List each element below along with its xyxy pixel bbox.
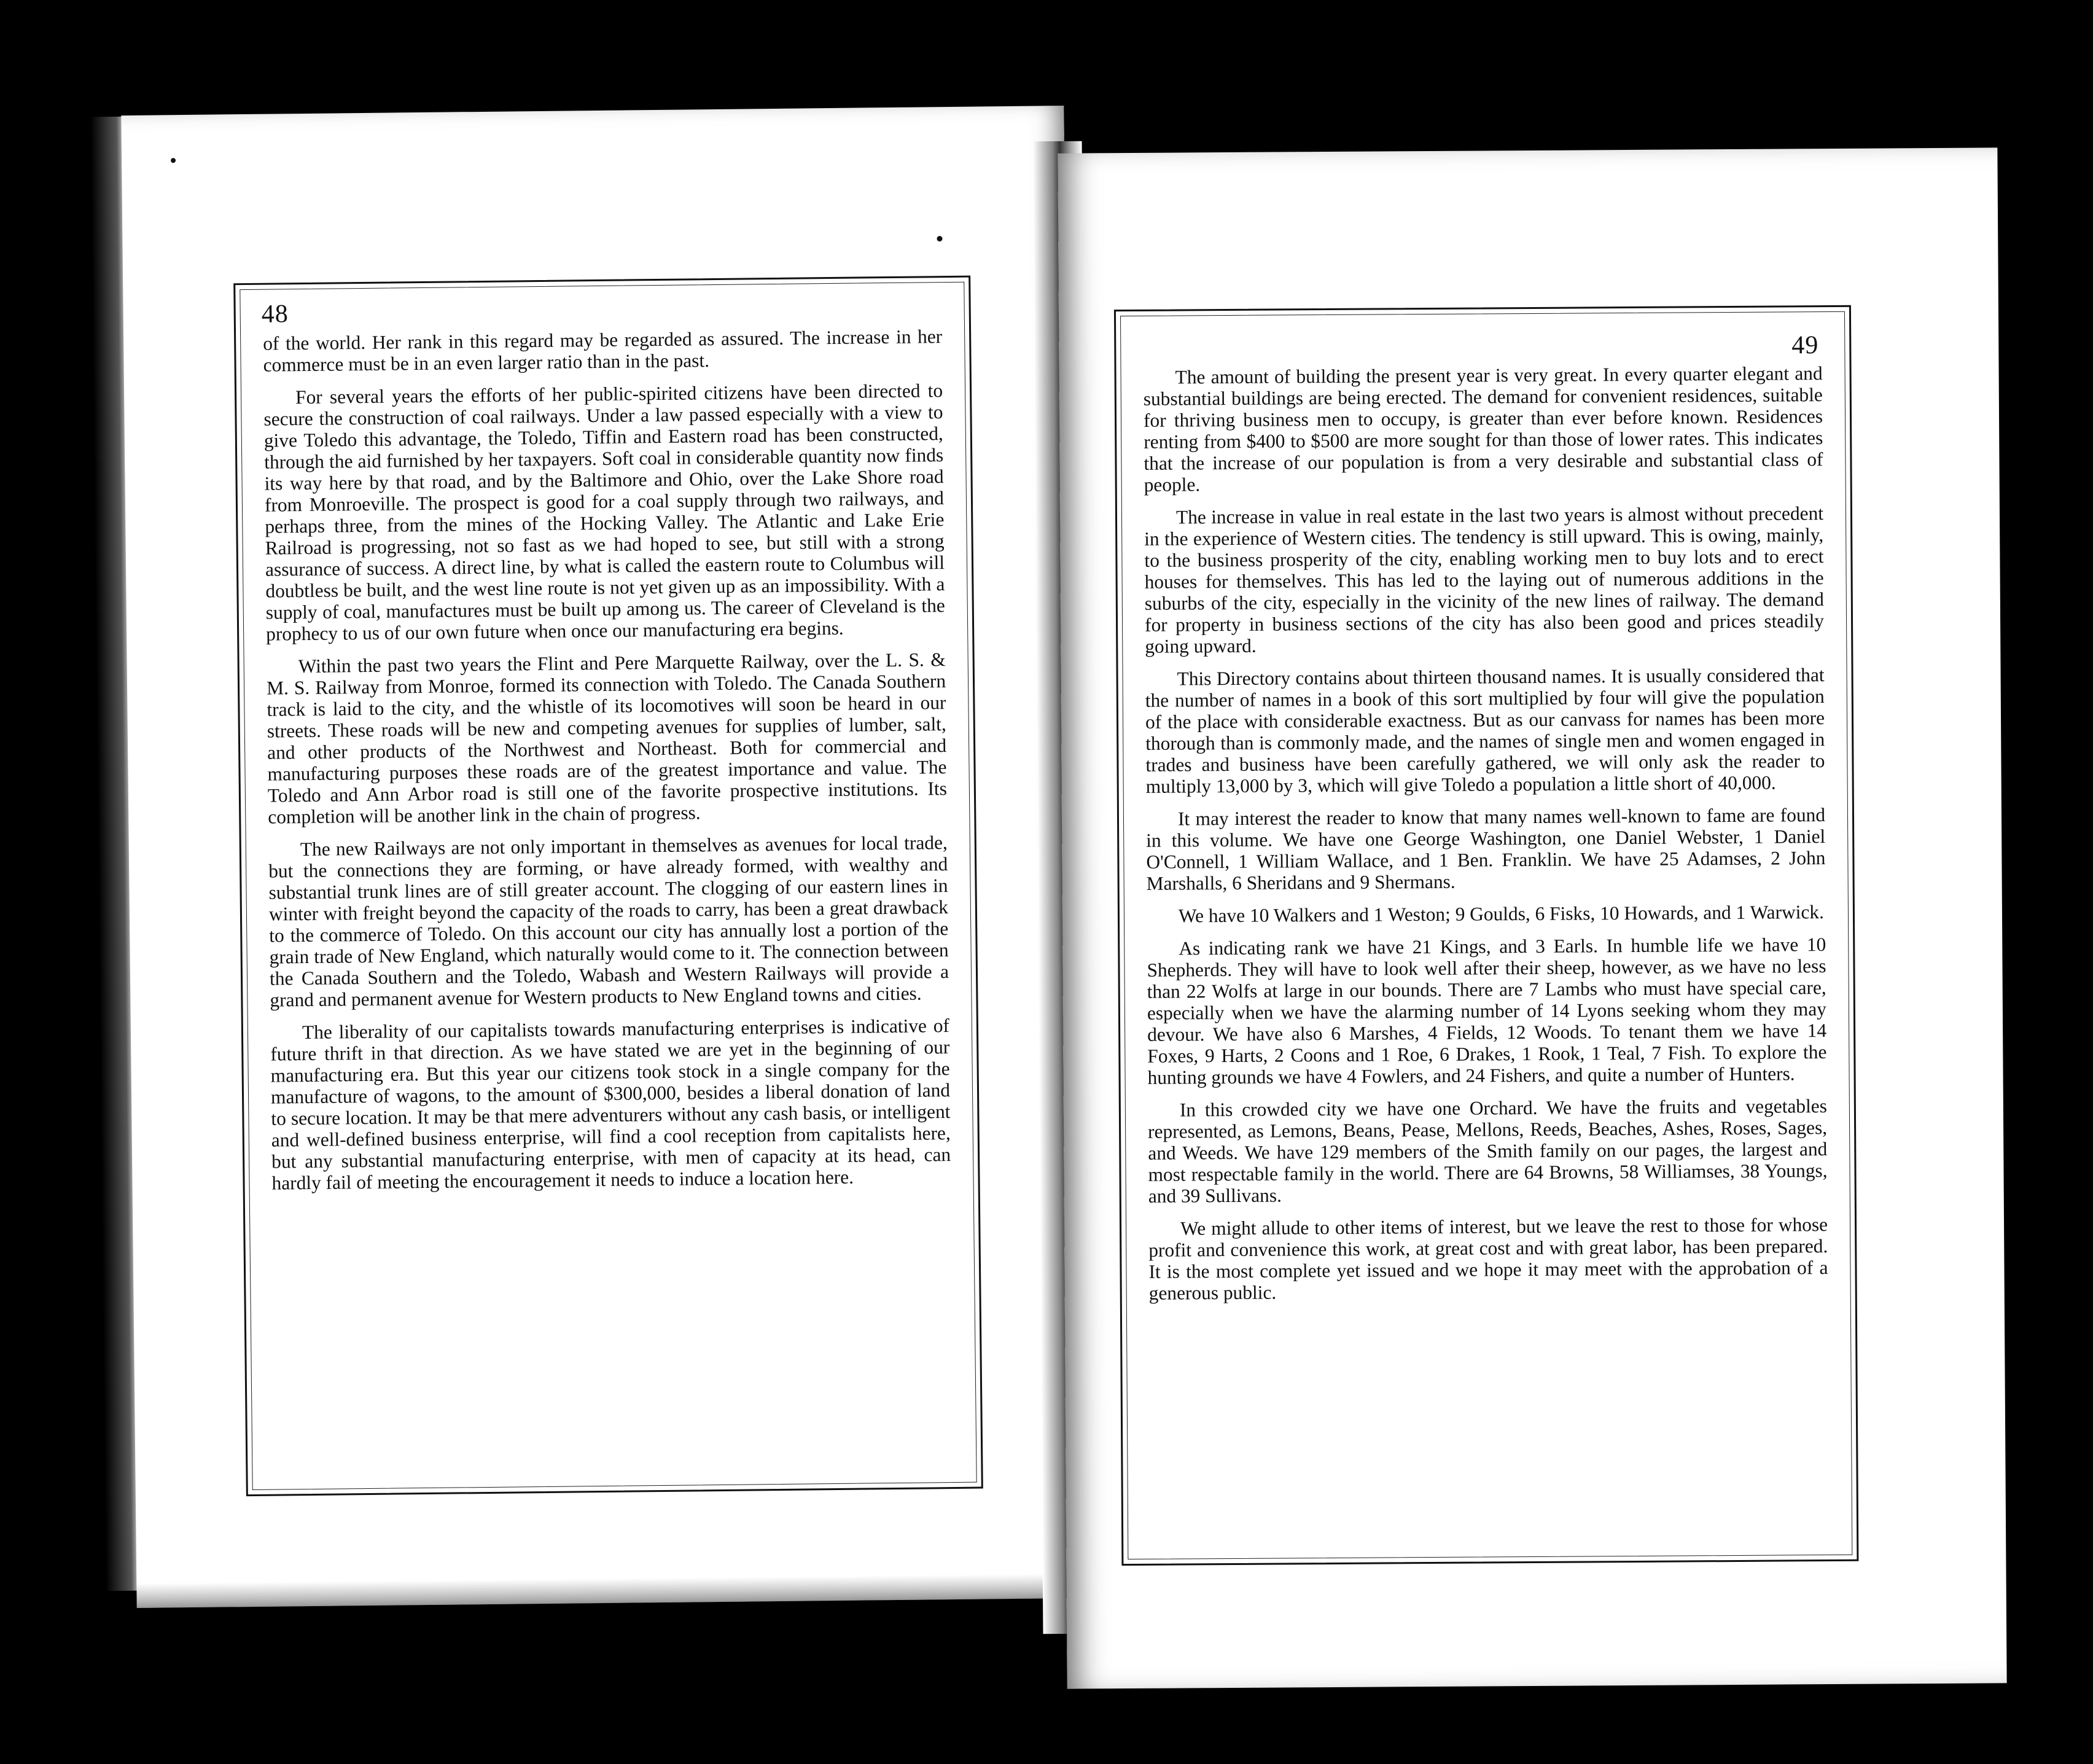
paragraph: Within the past two years the Flint and Pere Marquette Railway, over the L. S. & M. S. Railway from Monroe, formed its connection with Toledo. The Canada Southern track is laid to the city, and the whistle of its locomotives will soon be heard in our streets. These roads will be new and competing avenues for supplies of lumber, salt, and other products of the Northwest and Northeast. Both for commercial and manufacturing purposes these roads are of the greatest importance and value. The Toledo and Ann Arbor road is still one of the favorite prospective institutions. Its completion will be another link in the chain of progress. — [266, 649, 948, 828]
paragraph: For several years the efforts of her public-spirited citizens have been directed to secure the construction of coal railways. Under a law passed especially with a view to give Toledo this advantage, the Toledo, Tiffin and Eastern road has been constructed, through the aid furnished by her taxpayers. Soft coal in considerable quantity now finds its way here by that road, and by the Baltimore and Ohio, over the Lake Shore road from Monroeville. The prospect is good for a coal supply through two railways, and perhaps three, from the mines of the Hocking Valley. The Atlantic and Lake Erie Railroad is progressing, not so fast as we had hoped to see, but still with a strong assurance of success. A direct line, by what is called the eastern route to Columbus will doubtless be built, and the west line route is not yet given up as an impossibility. With a supply of coal, manufactures must be built up among us. The career of Cleveland is the prophecy to us of our own future when once our manufacturing era begins. — [263, 380, 945, 645]
left-page-inner-rule — [240, 282, 976, 1490]
paragraph: of the world. Her rank in this regard may be regarded as assured. The increase in her commerce must be in an even larger ratio than in the past. — [263, 326, 943, 376]
paragraph: This Directory contains about thirteen thousand names. It is usually considered that the number of names in a book of this sort multiplied by four will give the population of the place with considerable exactness. But as our canvass for names has been more thorough than is commonly made, and the names of single men and women engaged in trades and business have been carefully gathered, we will only ask the reader to multiply 13,000 by 3, which will give Toledo a population a little short of 40,000. — [1145, 664, 1825, 797]
margin-mark — [171, 158, 176, 163]
right-page-text — [1144, 362, 1828, 1315]
page-number: 49 — [1791, 331, 1819, 360]
left-page-text — [263, 326, 951, 1205]
right-page — [1058, 147, 2006, 1688]
right-page-inner-rule — [1120, 311, 1852, 1559]
paragraph: The new Railways are not only important in themselves as avenues for local trade, but the connections they are forming, or have already formed, with wealthy and substantial trunk lines are of still greater account. The clogging of our eastern lines in winter with freight beyond the capacity of the roads to carry, has been a great drawback to the commerce of Toledo. On this account our city has annually lost a portion of the grain trade of New England, which naturally would come to it. The connection between the Canada Southern and the Toledo, Wabash and Western Railways will provide a grand and permanent avenue for Western products to New England towns and cities. — [268, 832, 949, 1011]
paragraph: In this crowded city we have one Orchard. We have the fruits and vegetables represented, as Lemons, Beans, Pease, Mellons, Reeds, Beaches, Ashes, Roses, Sages, and Weeds. We have 129 members of the Smith family on our pages, the largest and most respectable family in the world. There are 64 Browns, 58 Williamses, 38 Youngs, and 39 Sullivans. — [1148, 1095, 1828, 1207]
paragraph: It may interest the reader to know that many names well-known to fame are found in this volume. We have one George Washington, one Daniel Webster, 1 Daniel O'Connell, 1 William Wallace, and 1 Ben. Franklin. We have 25 Adamses, 2 John Marshalls, 6 Sheridans and 9 Shermans. — [1146, 804, 1826, 894]
ink-speck — [937, 236, 942, 241]
left-page-frame — [233, 276, 983, 1496]
left-page — [121, 106, 1079, 1608]
paragraph: We might allude to other items of interest, but we leave the rest to those for whose profit and convenience this work, at great cost and with great labor, has been prepared. It is the most complete yet issued and we hope it may meet with the approbation of a generous public. — [1148, 1214, 1828, 1304]
right-page-frame — [1114, 305, 1858, 1566]
paragraph: The amount of building the present year is very great. In every quarter elegant and substantial buildings are being erected. The demand for convenient residences, suitable for thriving business men to occupy, is greater than ever before known. Residences renting from $400 to $500 are more sought for than those of lower rates. This indicates that the increase of our population is from a very desirable and substantial class of people. — [1143, 362, 1823, 496]
paragraph: As indicating rank we have 21 Kings, and 3 Earls. In humble life we have 10 Shepherds. They will have to look well after their sheep, however, as we have no less than 22 Wolfs at large in our bounds. There are 7 Lambs who must have special care, especially when we have the alarming number of 14 Lyons seeking whom they may devour. We have also 6 Marshes, 4 Fields, 12 Woods. To tenant them we have 14 Foxes, 9 Harts, 2 Coons and 1 Roe, 6 Drakes, 1 Rook, 1 Teal, 7 Fish. To explore the hunting grounds we have 4 Fowlers, and 24 Fishers, and quite a number of Hunters. — [1147, 934, 1827, 1088]
page-number: 48 — [261, 300, 289, 329]
paragraph: We have 10 Walkers and 1 Weston; 9 Goulds, 6 Fisks, 10 Howards, and 1 Warwick. — [1178, 901, 1824, 927]
paragraph: The increase in value in real estate in the last two years is almost without precedent in the experience of Western cities. The tendency is still upward. This is owing, mainly, to the business prosperity of the city, enabling working men to buy lots and to erect houses for themselves. This has led to the laying out of numerous additions in the suburbs of the city, especially in the vicinity of the new lines of railway. The demand for property in business sections of the city has also been good and prices steadily going upward. — [1144, 502, 1825, 657]
paragraph: The liberality of our capitalists towards manufacturing enterprises is indicative of future thrift in that direction. As we have stated we are yet in the beginning of our manufacturing era. But this year our citizens took stock in a single company for the manufacture of wagons, to the amount of $300,000, besides a liberal donation of land to secure location. It may be that mere adventurers without any cash basis, or intelligent and well-defined business enterprise, will find a cool reception from capitalists here, but any substantial manufacturing enterprise, with men of capacity at its head, can hardly fail of meeting the encouragement it needs to induce a location here. — [270, 1015, 951, 1194]
